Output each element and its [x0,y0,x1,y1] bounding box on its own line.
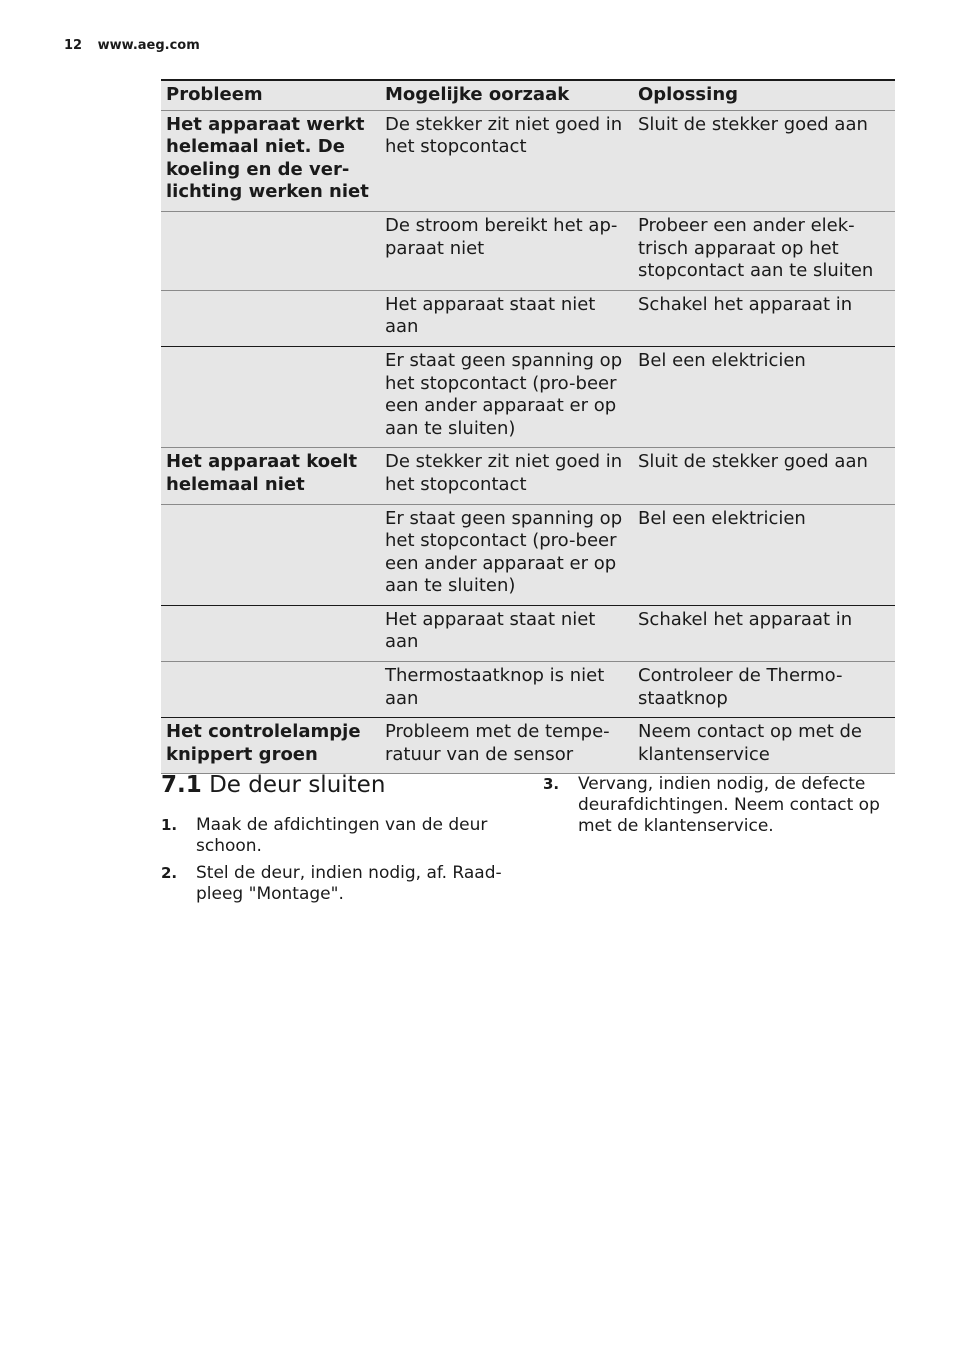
solution-cell: Probeer een ander elek-trisch apparaat op het stopcontact aan te sluiten [633,211,895,290]
problem-cell: Het apparaat koelt helemaal niet [161,448,380,504]
problem-cell [161,605,380,661]
column-header-problem: Probleem [161,80,380,110]
table-row [161,290,895,346]
list-item [543,774,895,837]
problem-cell [161,504,380,605]
cause-cell: De stekker zit niet goed in het stopcontact [380,448,633,504]
page-header [64,38,200,53]
section-title-text: De deur sluiten [209,772,386,798]
step-text: Maak de afdichtingen van de deur schoon. [196,815,488,856]
list-item [161,863,511,905]
table-row [161,605,895,661]
problem-cell [161,290,380,346]
solution-cell: Bel een elektricien [633,346,895,447]
solution-cell: Sluit de stekker goed aan [633,448,895,504]
solution-cell: Bel een elektricien [633,504,895,605]
step-number: 2. [161,864,178,882]
problem-cell [161,662,380,718]
page-number: 12 [64,38,83,53]
cause-cell: De stroom bereikt het ap-paraat niet [380,211,633,290]
cause-cell: Er staat geen spanning op het stopcontact (pro-beer een ander apparaat er op aan te sluiten) [380,346,633,447]
section-heading [161,772,385,798]
table-row [161,448,895,504]
problem-cell: Het controlelampje knippert groen [161,718,380,774]
cause-cell: Probleem met de tempe-ratuur van de sensor [380,718,633,774]
solution-cell: Schakel het apparaat in [633,605,895,661]
cause-cell: De stekker zit niet goed in het stopcontact [380,110,633,211]
column-header-solution: Oplossing [633,80,895,110]
list-item [161,815,511,857]
solution-cell: Schakel het apparaat in [633,290,895,346]
step-text: Vervang, indien nodig, de defecte deurafdichtingen. Neem contact op met de klantenservice. [578,774,880,836]
cause-cell: Er staat geen spanning op het stopcontact (pro-beer een ander apparaat er op aan te sluiten) [380,504,633,605]
troubleshooting-table [161,79,895,774]
solution-cell: Controleer de Thermo-staatknop [633,662,895,718]
step-list-left [161,815,511,911]
table-row [161,346,895,447]
step-text: Stel de deur, indien nodig, af. Raad-pleeg "Montage". [196,863,502,904]
solution-cell: Neem contact op met de klantenservice [633,718,895,774]
cause-cell: Het apparaat staat niet aan [380,290,633,346]
problem-cell [161,211,380,290]
table-row [161,211,895,290]
problem-cell: Het apparaat werkt helemaal niet. De koeling en de ver-lichting werken niet [161,110,380,211]
table-row [161,662,895,718]
step-list-right [543,774,895,843]
table-row [161,718,895,774]
solution-cell: Sluit de stekker goed aan [633,110,895,211]
website-url: www.aeg.com [97,38,200,53]
table-row [161,110,895,211]
problem-cell [161,346,380,447]
table-row [161,504,895,605]
table-header-row [161,80,895,110]
step-number: 1. [161,816,178,834]
cause-cell: Thermostaatknop is niet aan [380,662,633,718]
cause-cell: Het apparaat staat niet aan [380,605,633,661]
section-number: 7.1 [161,772,202,798]
step-number: 3. [543,775,560,793]
column-header-cause: Mogelijke oorzaak [380,80,633,110]
